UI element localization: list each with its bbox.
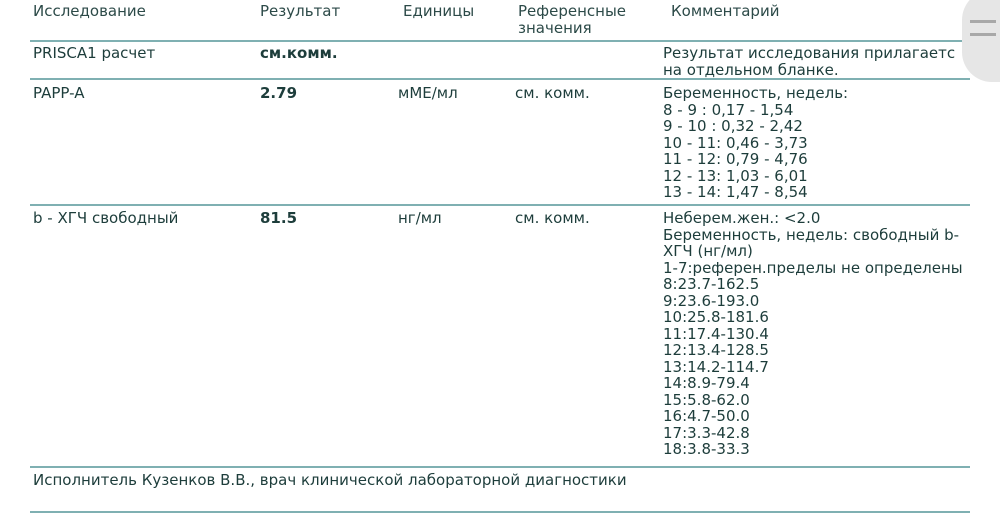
comment-line: 12:13.4-128.5 <box>663 341 769 359</box>
comment-line: Результат исследования прилагаетс <box>663 44 956 62</box>
comment-line: 13 - 14: 1,47 - 8,54 <box>663 183 808 201</box>
comment-line: ХГЧ (нг/мл) <box>663 242 753 260</box>
comment-line: Неберем.жен.: <2.0 <box>663 209 821 227</box>
test-units: нг/мл <box>398 209 442 227</box>
test-name: b - ХГЧ свободный <box>33 209 179 227</box>
comment-line: 15:5.8-62.0 <box>663 390 750 409</box>
comment-line: 11 - 12: 0,79 - 4,76 <box>663 150 808 168</box>
test-units: мМЕ/мл <box>398 84 458 102</box>
comment-line: на отдельном бланке. <box>663 60 839 79</box>
comment-line: 13:14.2-114.7 <box>663 357 769 376</box>
header-result: Результат <box>260 2 341 20</box>
menu-handle[interactable] <box>962 0 1000 82</box>
test-result: 81.5 <box>260 209 298 227</box>
comment-line: 10:25.8-181.6 <box>663 308 769 326</box>
comment-line: 8:23.7-162.5 <box>663 275 760 293</box>
comment-line: 16:4.7-50.0 <box>663 407 750 425</box>
comment-line: 12 - 13: 1,03 - 6,01 <box>663 166 808 185</box>
test-result: см.комм. <box>260 44 338 62</box>
comment-line: 10 - 11: 0,46 - 3,73 <box>663 133 808 152</box>
comment-line: 1-7:референ.пределы не определены <box>663 258 963 277</box>
comment-line: 17:3.3-42.8 <box>663 423 750 442</box>
header-test: Исследование <box>33 2 146 20</box>
comment-line: Беременность, недель: свободный b- <box>663 225 960 244</box>
divider <box>30 78 970 80</box>
comment-line: 9:23.6-193.0 <box>663 291 760 310</box>
comment-line: 14:8.9-79.4 <box>663 374 750 392</box>
divider <box>30 40 970 42</box>
header-units: Единицы <box>403 2 475 20</box>
divider <box>30 466 970 468</box>
test-ref: см. комм. <box>515 84 590 102</box>
test-result: 2.79 <box>260 84 298 102</box>
test-name: PRISCA1 расчет <box>33 44 156 62</box>
test-ref: см. комм. <box>515 209 590 227</box>
comment-line: 8 - 9 : 0,17 - 1,54 <box>663 100 794 119</box>
divider <box>30 204 970 206</box>
comment-line: Беременность, недель: <box>663 84 849 102</box>
footer-executor: Исполнитель Кузенков В.В., врач клинической лабораторной диагностики <box>33 471 627 489</box>
header-ref: Референсные значения <box>518 2 627 37</box>
header-comment: Комментарий <box>671 2 780 20</box>
comment-line: 18:3.8-33.3 <box>663 440 750 458</box>
divider <box>30 511 970 513</box>
test-name: PAPP-A <box>33 84 85 102</box>
comment-line: 11:17.4-130.4 <box>663 324 769 343</box>
comment-line: 9 - 10 : 0,32 - 2,42 <box>663 117 803 135</box>
